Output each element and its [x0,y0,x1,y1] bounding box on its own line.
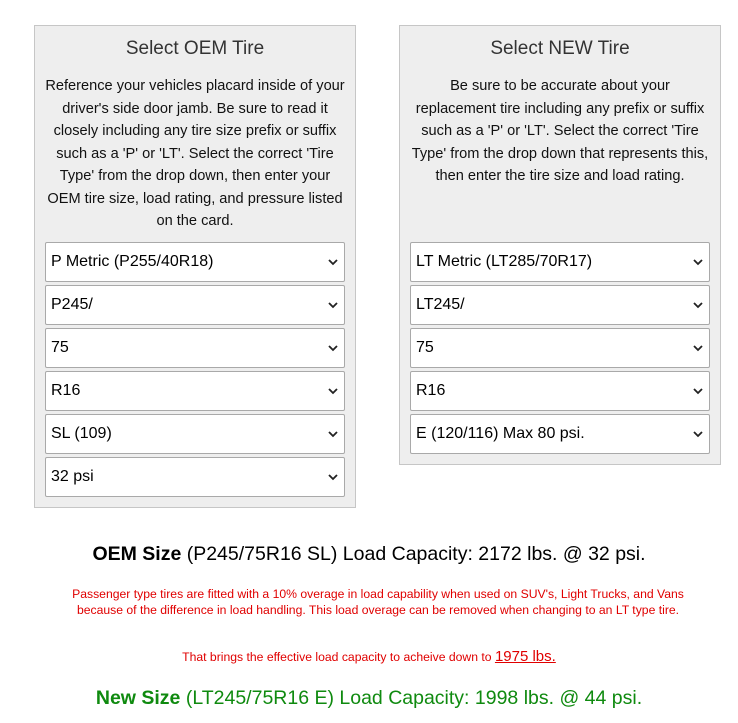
oem-size-text: (P245/75R16 SL) Load Capacity: 2172 lbs. @ 32 psi. [181,543,646,565]
oem-pressure-value: 32 psi [51,468,94,485]
chevron-down-icon [328,343,338,353]
oem-aspect-select[interactable] [45,328,345,368]
oem-width-select[interactable] [45,285,345,325]
chevron-down-icon [693,300,703,310]
effective-load-text: That brings the effective load capacity to acheive down to [182,650,495,664]
chevron-down-icon [693,257,703,267]
effective-load-line [0,648,738,665]
chevron-down-icon [328,472,338,482]
new-tire-panel [399,25,721,465]
oem-tire-panel [34,25,356,508]
new-rim-select[interactable] [410,371,710,411]
effective-load-value: 1975 lbs. [494,648,556,665]
chevron-down-icon [693,343,703,353]
new-load-rating-value: E (120/116) Max 80 psi. [416,425,585,442]
chevron-down-icon [328,300,338,310]
oem-load-rating-select[interactable] [45,414,345,454]
oem-pressure-select[interactable] [45,457,345,497]
oem-size-label: OEM Size [92,543,182,565]
chevron-down-icon [328,257,338,267]
new-aspect-select[interactable] [410,328,710,368]
new-panel-title: Select NEW Tire [490,38,630,59]
oem-panel-title: Select OEM Tire [125,38,265,59]
chevron-down-icon [693,386,703,396]
new-rim-value: R16 [416,382,446,399]
new-aspect-value: 75 [416,339,434,356]
chevron-down-icon [328,429,338,439]
oem-size-summary [0,543,738,566]
new-panel-description: Be sure to be accurate about your replacement tire including any prefix or suffix such as a 'P' or 'LT'. Select the correct 'Tire Type' from the drop down that represents this, then enter the tire size and load rating. [411,78,709,184]
new-tire-type-value: LT Metric (LT285/70R17) [416,253,593,270]
oem-tire-type-select[interactable] [45,242,345,282]
new-size-summary [0,687,738,710]
new-tire-type-select[interactable] [410,242,710,282]
new-size-text: (LT245/75R16 E) Load Capacity: 1998 lbs. @ 44 psi. [180,687,643,709]
new-size-label: New Size [95,687,181,709]
oem-width-value: P245/ [51,296,93,313]
chevron-down-icon [328,386,338,396]
chevron-down-icon [693,429,703,439]
oem-aspect-value: 75 [51,339,69,356]
oem-panel-description: Reference your vehicles placard inside of your driver's side door jamb. Be sure to read it closely including any tire size prefix or suffix such as a 'P' or 'LT'. Select the correct 'Tire Type' from the drop down, then enter your OEM tire size, load rating, and pressure listed on the card. [45,78,345,229]
new-width-select[interactable] [410,285,710,325]
oem-tire-type-value: P Metric (P255/40R18) [51,253,214,270]
oem-rim-value: R16 [51,382,81,399]
new-width-value: LT245/ [416,296,465,313]
load-overage-note: Passenger type tires are fitted with a 10% overage in load capability when used on SUV's, Light Trucks, and Vans because of the difference in load handling. This load overage can be removed when changing to an LT type tire. [72,587,684,617]
oem-load-rating-value: SL (109) [51,425,112,442]
new-load-rating-select[interactable] [410,414,710,454]
oem-rim-select[interactable] [45,371,345,411]
